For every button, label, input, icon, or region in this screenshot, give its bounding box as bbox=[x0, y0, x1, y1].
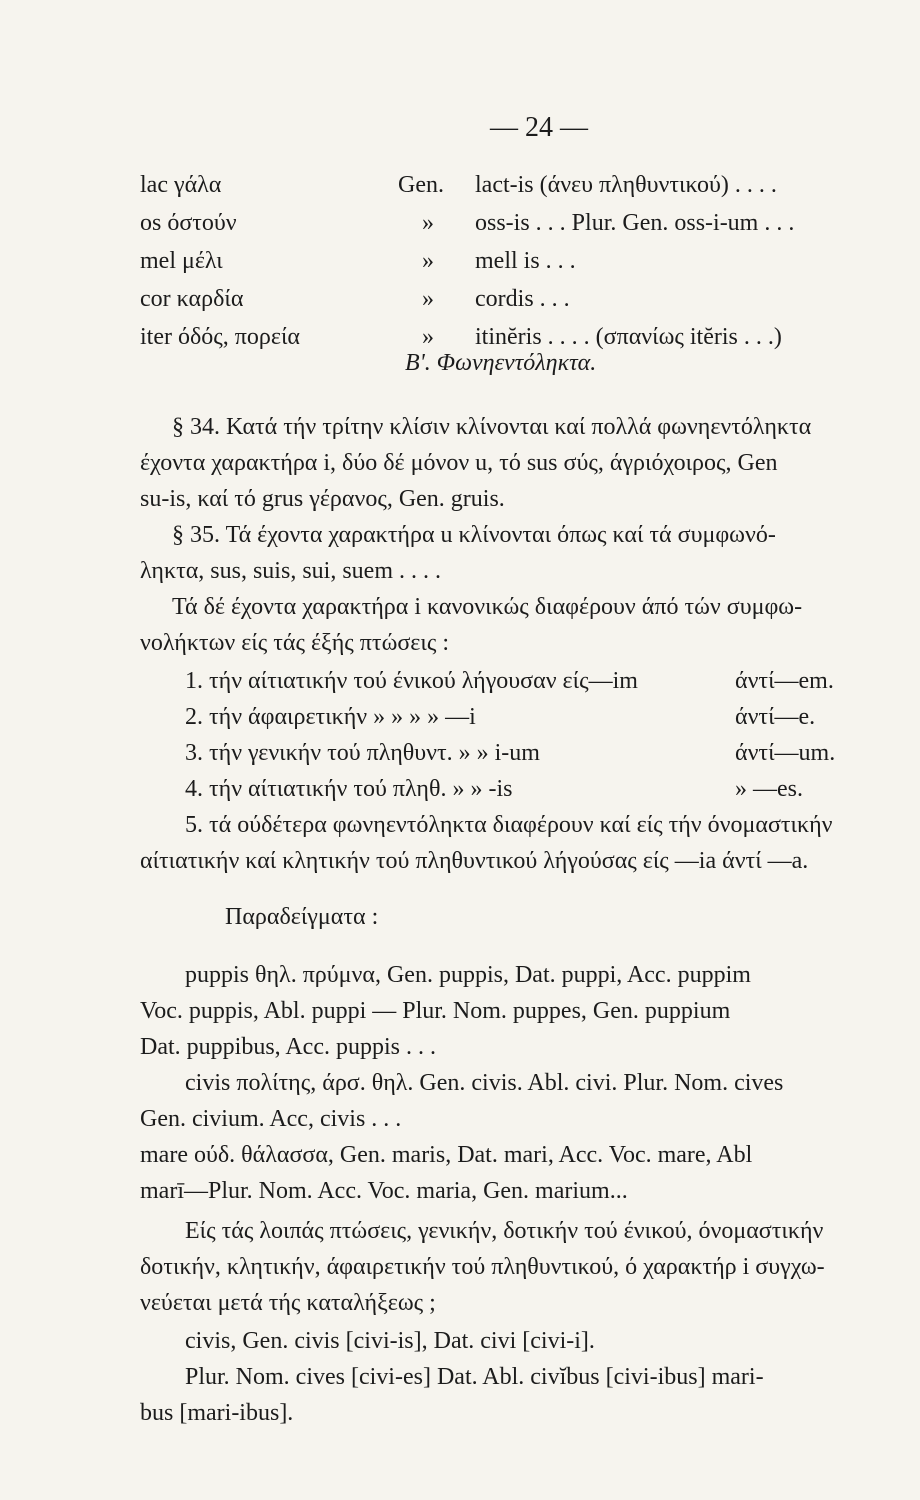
closing-line: δοτικήν, κλητικήν, άφαιρετικήν τού πληθυντικού, ό χαρακτήρ i συγχω- bbox=[140, 1254, 825, 1280]
closing-line: νεύεται μετά τής καταλήξεως ; bbox=[140, 1290, 436, 1316]
rule-line bbox=[185, 702, 476, 732]
rule-tail: άντί—um. bbox=[735, 740, 836, 766]
example-line: Voc. puppis, Abl. puppi — Plur. Nom. puppes, Gen. puppium bbox=[140, 998, 731, 1024]
table-cell: itinĕris . . . . (σπανίως itĕris . . .) bbox=[475, 324, 782, 350]
table-cell: » bbox=[422, 324, 434, 350]
closing-line: Είς τάς λοιπάς πτώσεις, γενικήν, δοτικήν τού ένικού, όνομαστικήν bbox=[185, 1218, 824, 1244]
page-number: — 24 — bbox=[490, 112, 588, 143]
closing-line: bus [mari-ibus]. bbox=[140, 1400, 294, 1426]
rule-line bbox=[185, 738, 540, 768]
rule-number: 2. bbox=[185, 704, 203, 730]
table-cell: mell is . . . bbox=[475, 248, 576, 274]
rule-text: τήν γενικήν τού πληθυντ. » » i-um bbox=[209, 740, 540, 766]
table-row: lac γάλα bbox=[140, 172, 222, 198]
paragraph-i-line: Τά δέ έχοντα χαρακτήρα i κανονικώς διαφέρουν άπό τών συμφω- bbox=[172, 594, 803, 620]
word-table-col2 bbox=[398, 172, 444, 362]
example-line: Gen. civium. Acc, civis . . . bbox=[140, 1106, 402, 1132]
table-cell: cordis . . . bbox=[475, 286, 570, 312]
rule-tail: άντί—em. bbox=[735, 668, 834, 694]
closing-line: civis, Gen. civis [civi-is], Dat. civi [civi-i]. bbox=[185, 1328, 595, 1354]
paragraph-i-line: νολήκτων είς τάς έξής πτώσεις : bbox=[140, 630, 450, 656]
paragraph-35-line: § 35. Τά έχοντα χαρακτήρα u κλίνονται όπως καί τά συμφωνό- bbox=[172, 522, 776, 548]
table-cell: lact-is (άνευ πληθυντικού) . . . . bbox=[475, 172, 777, 198]
example-line: civis πολίτης, άρσ. θηλ. Gen. civis. Abl. civi. Plur. Nom. cives bbox=[185, 1070, 784, 1096]
table-row: cor καρδία bbox=[140, 286, 244, 312]
example-line: mare ούδ. θάλασσα, Gen. maris, Dat. mari, Acc. Voc. mare, Abl bbox=[140, 1142, 753, 1168]
section-heading: Β'. Φωνηεντόληκτα. bbox=[405, 350, 597, 376]
table-row: os όστούν bbox=[140, 210, 237, 236]
rule-tail: άντί—e. bbox=[735, 704, 816, 730]
table-cell: » bbox=[422, 286, 434, 312]
word-table-col3 bbox=[475, 172, 794, 362]
rule-line bbox=[185, 666, 638, 696]
rule-tail: » —es. bbox=[735, 776, 803, 802]
closing-line: Plur. Nom. cives [civi-es] Dat. Abl. civĭbus [civi-ibus] mari- bbox=[185, 1364, 764, 1390]
word-table-col1 bbox=[140, 172, 300, 362]
example-line: puppis θηλ. πρύμνα, Gen. puppis, Dat. puppi, Acc. puppim bbox=[185, 962, 751, 988]
table-cell: oss-is . . . Plur. Gen. oss-i-um . . . bbox=[475, 210, 795, 236]
table-cell: Gen. bbox=[398, 172, 444, 198]
paragraph-34-line: su-is, καί τό grus γέρανος, Gen. gruis. bbox=[140, 486, 505, 512]
rule-5-line: 5. τά ούδέτερα φωνηεντόληκτα διαφέρουν καί είς τήν όνομαστικήν bbox=[185, 812, 833, 838]
rule-text: τήν αίτιατικήν τού ένικού λήγουσαν είς—im bbox=[209, 668, 638, 694]
table-row: iter όδός, πορεία bbox=[140, 324, 300, 350]
rule-line bbox=[185, 774, 512, 804]
rule-text: τήν αίτιατικήν τού πληθ. » » -is bbox=[209, 776, 513, 802]
rule-number: 3. bbox=[185, 740, 203, 766]
paragraph-34-line: έχοντα χαρακτήρα i, δύο δέ μόνον u, τό sus σύς, άγριόχοιρος, Gen bbox=[140, 450, 778, 476]
examples-label: Παραδείγματα : bbox=[225, 904, 379, 930]
rule-5-line: αίτιατικήν καί κλητικήν τού πληθυντικού λήγούσας είς —ia άντί —a. bbox=[140, 848, 809, 874]
rule-text: τήν άφαιρετικήν » » » » —i bbox=[209, 704, 476, 730]
example-line: marī—Plur. Nom. Acc. Voc. maria, Gen. marium... bbox=[140, 1178, 628, 1204]
table-cell: » bbox=[422, 248, 434, 274]
paragraph-34-line: § 34. Κατά τήν τρίτην κλίσιν κλίνονται καί πολλά φωνηεντόληκτα bbox=[172, 414, 812, 440]
rule-number: 4. bbox=[185, 776, 203, 802]
rule-number: 1. bbox=[185, 668, 203, 694]
paragraph-35-line: ληκτα, sus, suis, sui, suem . . . . bbox=[140, 558, 441, 584]
example-line: Dat. puppibus, Acc. puppis . . . bbox=[140, 1034, 436, 1060]
table-cell: » bbox=[422, 210, 434, 236]
table-row: mel μέλι bbox=[140, 248, 223, 274]
